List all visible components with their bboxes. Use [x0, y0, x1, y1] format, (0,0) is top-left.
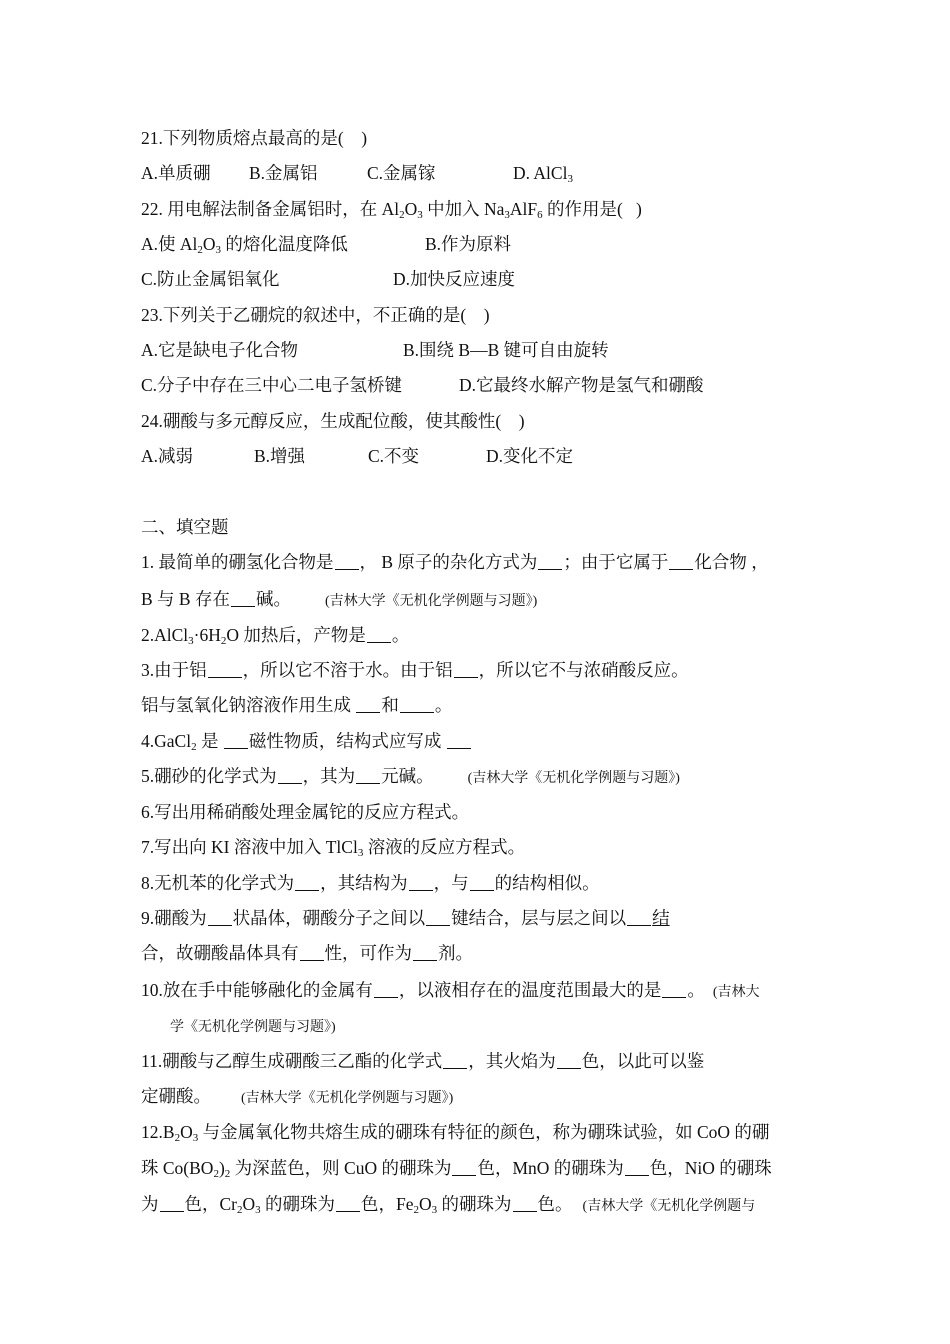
text-segment: B 与 B 存在 [141, 589, 230, 609]
fill-question-9-cont [141, 938, 473, 968]
fill-question-1-cont [141, 584, 537, 614]
answer-blank [231, 588, 255, 607]
subscript-text: 2 [213, 1168, 219, 1180]
text-segment: 的作用是( ) [542, 199, 642, 219]
fill-question-7 [141, 832, 525, 862]
text-segment: 磁性物质，结构式应写成 [248, 731, 446, 751]
text-segment: ， B 原子的杂化方式为 [359, 552, 538, 572]
text-segment: 7.写出向 KI 溶液中加入 TlCl [141, 837, 358, 857]
subscript-text: 2 [237, 1204, 243, 1216]
text-segment: 23.下列关于乙硼烷的叙述中，不正确的是( ) [141, 305, 490, 325]
answer-blank [413, 942, 437, 961]
answer-blank [335, 551, 359, 570]
question-22-options-row2 [141, 264, 515, 294]
text-segment: 11.硼酸与乙醇生成硼酸三乙酯的化学式 [141, 1051, 443, 1071]
fill-question-4 [141, 726, 472, 756]
text-segment: 2.AlCl [141, 625, 189, 645]
option-c: C.分子中存在三中心二电子氢桥键 [141, 375, 403, 395]
answer-blank [662, 979, 686, 998]
text-segment: 与金属氧化物共熔生成的硼珠有特征的颜色，称为硼珠试验，如 CoO 的硼 [198, 1122, 770, 1142]
text-segment: 和 [381, 695, 399, 715]
subscript-text: 2 [413, 1204, 420, 1216]
answer-blank [513, 1193, 537, 1212]
question-22-options-row1 [141, 229, 511, 259]
text-segment: 的熔化温度降低 [221, 234, 348, 254]
text-segment: ，其火焰为 [468, 1051, 556, 1071]
answer-blank [669, 551, 693, 570]
fill-question-11 [141, 1046, 704, 1076]
fill-question-8 [141, 868, 600, 898]
text-segment: O [180, 1122, 193, 1142]
answer-blank [300, 942, 324, 961]
text-segment: 4.GaCl [141, 731, 192, 751]
text-segment: AlF [509, 199, 538, 219]
text-segment: 状晶体，硼酸分子之间以 [232, 908, 426, 928]
text-segment: O [242, 1194, 256, 1214]
fill-question-1 [141, 547, 769, 577]
subscript-text: 2 [174, 1132, 181, 1144]
answer-blank [470, 872, 494, 891]
subscript-text: 3 [567, 173, 573, 185]
text-segment: 铝与氢氧化钠溶液作用生成 [141, 695, 356, 715]
option-a: A.单质硼 [141, 163, 211, 183]
subscript-text: 3 [357, 847, 364, 859]
option-a: A.减弱 [141, 446, 194, 466]
source-citation: (吉林大学《无机化学例题与习题》) [467, 771, 680, 786]
text-segment: 的硼珠为 [437, 1194, 512, 1214]
text-segment: 的硼珠为 [260, 1194, 336, 1214]
text-segment: 。 [391, 625, 410, 645]
answer-blank [208, 907, 232, 926]
text-segment: 色，Cr [184, 1194, 237, 1214]
option-b: B.作为原料 [425, 234, 512, 254]
fill-question-12-cont2 [141, 1189, 755, 1219]
question-23-options-row2 [141, 370, 704, 400]
text-segment: 色，NiO 的硼珠 [649, 1158, 772, 1178]
answer-blank [356, 765, 380, 784]
text-segment: O [202, 234, 216, 254]
option-d: D.变化不定 [486, 446, 574, 466]
text-segment: 性，可作为 [324, 943, 412, 963]
text-segment: 3.由于铝 [141, 660, 207, 680]
answer-blank [356, 694, 380, 713]
subscript-text: 2 [191, 741, 197, 753]
text-segment: 5.硼砂的化学式为 [141, 766, 277, 786]
text-segment: 。 [434, 695, 453, 715]
text-segment: ，其为 [302, 766, 356, 786]
text-segment: 是 [196, 731, 223, 751]
answer-blank [627, 907, 651, 926]
source-citation: 学《无机化学例题与习题》) [170, 1020, 336, 1035]
option-b: B.金属铝 [249, 163, 318, 183]
text-segment: 24.硼酸与多元醇反应，生成配位酸，使其酸性( ) [141, 411, 525, 431]
fill-question-10 [141, 975, 760, 1005]
source-citation: (吉林大学《无机化学例题与 [582, 1199, 756, 1214]
answer-blank [374, 979, 398, 998]
text-segment: 元碱。 [381, 766, 434, 786]
text-segment: O [404, 199, 418, 219]
text-segment: 8.无机苯的化学式为 [141, 873, 295, 893]
fill-question-3 [141, 655, 689, 685]
text-segment: A.使 Al [141, 234, 198, 254]
question-23-options-row1 [141, 335, 609, 365]
text-segment: 色，以此可以鉴 [581, 1051, 705, 1071]
fill-question-12-cont1 [141, 1153, 772, 1183]
subscript-text: 2 [224, 1168, 231, 1180]
text-segment: ，所以它不与浓硝酸反应。 [478, 660, 689, 680]
text-segment: 珠 Co(BO [141, 1158, 214, 1178]
text-segment: ；由于它属于 [563, 552, 669, 572]
fill-question-5 [141, 761, 680, 791]
text-segment: 碱。 [255, 589, 291, 609]
fill-question-11-cont [141, 1081, 453, 1111]
subscript-text: 3 [215, 244, 222, 256]
text-segment: ·6H [193, 625, 221, 645]
source-citation: (吉林大学《无机化学例题与习题》) [324, 594, 538, 609]
text-segment: ，其结构为 [320, 873, 408, 893]
subscript-text: 6 [537, 209, 543, 221]
fill-question-3-cont [141, 690, 452, 720]
option-a: A.它是缺电子化合物 [141, 340, 299, 360]
answer-blank [400, 694, 434, 713]
answer-blank [538, 551, 562, 570]
option-d: D.它最终水解产物是氢气和硼酸 [459, 375, 704, 395]
source-citation: (吉林大 [712, 985, 760, 1000]
answer-blank [409, 872, 433, 891]
text-segment: 中加入 Na [422, 199, 505, 219]
text-segment: 22. 用电解法制备金属铝时，在 Al [141, 199, 400, 219]
answer-blank [367, 624, 391, 643]
answer-blank [295, 872, 319, 891]
subscript-text: 2 [399, 209, 405, 221]
answer-blank [557, 1050, 581, 1069]
question-21-options [141, 158, 573, 188]
subscript-text: 2 [220, 635, 227, 647]
subscript-text: 3 [255, 1204, 261, 1216]
fill-question-12 [141, 1117, 769, 1147]
answer-blank [278, 765, 302, 784]
option-a [141, 229, 425, 259]
answer-blank [336, 1193, 360, 1212]
subscript-text: 3 [192, 1132, 199, 1144]
answer-blank [160, 1193, 184, 1212]
option-c: C.金属镓 [367, 163, 436, 183]
question-24-stem [141, 406, 525, 436]
text-segment: 21.下列物质熔点最高的是( ) [141, 128, 368, 148]
subscript-text: 3 [431, 1204, 438, 1216]
question-22-stem [141, 194, 642, 224]
fill-question-6: 6.写出用稀硝酸处理金属铊的反应方程式。 [141, 802, 470, 822]
answer-blank [454, 659, 478, 678]
option-c: C.防止金属铝氧化 [141, 269, 280, 289]
answer-blank [447, 730, 471, 749]
text-segment: ) [218, 1158, 225, 1178]
text-segment: 的结构相似。 [494, 873, 600, 893]
fill-question-10-cont [170, 1010, 336, 1040]
text-segment: 色。 [537, 1194, 573, 1214]
subscript-text: 3 [417, 209, 423, 221]
answer-blank [208, 659, 242, 678]
fill-question-9 [141, 903, 670, 933]
text-segment: 定硼酸。 [141, 1086, 211, 1106]
text-segment: O [419, 1194, 432, 1214]
question-23-stem [141, 300, 490, 330]
text-segment: 溶液的反应方程式。 [363, 837, 526, 857]
answer-blank [625, 1157, 649, 1176]
answer-blank [426, 907, 450, 926]
subscript-text: 3 [504, 209, 510, 221]
text-segment: D. AlCl [513, 163, 568, 183]
text-segment: ，以液相存在的温度范围最大的是 [398, 980, 662, 1000]
question-21-stem [141, 123, 367, 153]
text-segment: 1. 最简单的硼氢化合物是 [141, 552, 334, 572]
text-segment: 10.放在手中能够融化的金属有 [141, 980, 373, 1000]
text-segment: 剂。 [438, 943, 473, 963]
text-segment: ，与 [433, 873, 469, 893]
text-segment: 色，MnO 的硼珠为 [477, 1158, 624, 1178]
text-segment: O 加热后，产物是 [226, 625, 366, 645]
text-segment: 化合物 ， [694, 552, 769, 572]
text-segment: 9.硼酸为 [141, 908, 207, 928]
subscript-text: 2 [197, 244, 203, 256]
subscript-text: 3 [188, 635, 194, 647]
text-segment: ，所以它不溶于水。由于铝 [242, 660, 453, 680]
text-segment: 色，Fe [361, 1194, 414, 1214]
text-segment: 结 [652, 908, 670, 928]
section-heading: 二、填空题 [141, 517, 229, 537]
text-segment: 12.B [141, 1122, 175, 1142]
text-segment: 为深蓝色，则 CuO 的硼珠为 [230, 1158, 452, 1178]
option-d [513, 158, 573, 188]
text-segment: 为 [141, 1194, 159, 1214]
option-c: C.不变 [368, 446, 420, 466]
answer-blank [452, 1157, 476, 1176]
text-segment: 键结合，层与层之间以 [451, 908, 627, 928]
question-24-options [141, 441, 573, 471]
text-segment: 。 [687, 980, 705, 1000]
answer-blank [443, 1050, 467, 1069]
option-b: B.围绕 B—B 键可自由旋转 [403, 340, 609, 360]
option-d: D.加快反应速度 [393, 269, 516, 289]
option-b: B.增强 [254, 446, 306, 466]
fill-question-2 [141, 620, 409, 650]
answer-blank [224, 730, 248, 749]
text-segment: 合，故硼酸晶体具有 [141, 943, 299, 963]
source-citation: (吉林大学《无机化学例题与习题》) [241, 1091, 454, 1106]
